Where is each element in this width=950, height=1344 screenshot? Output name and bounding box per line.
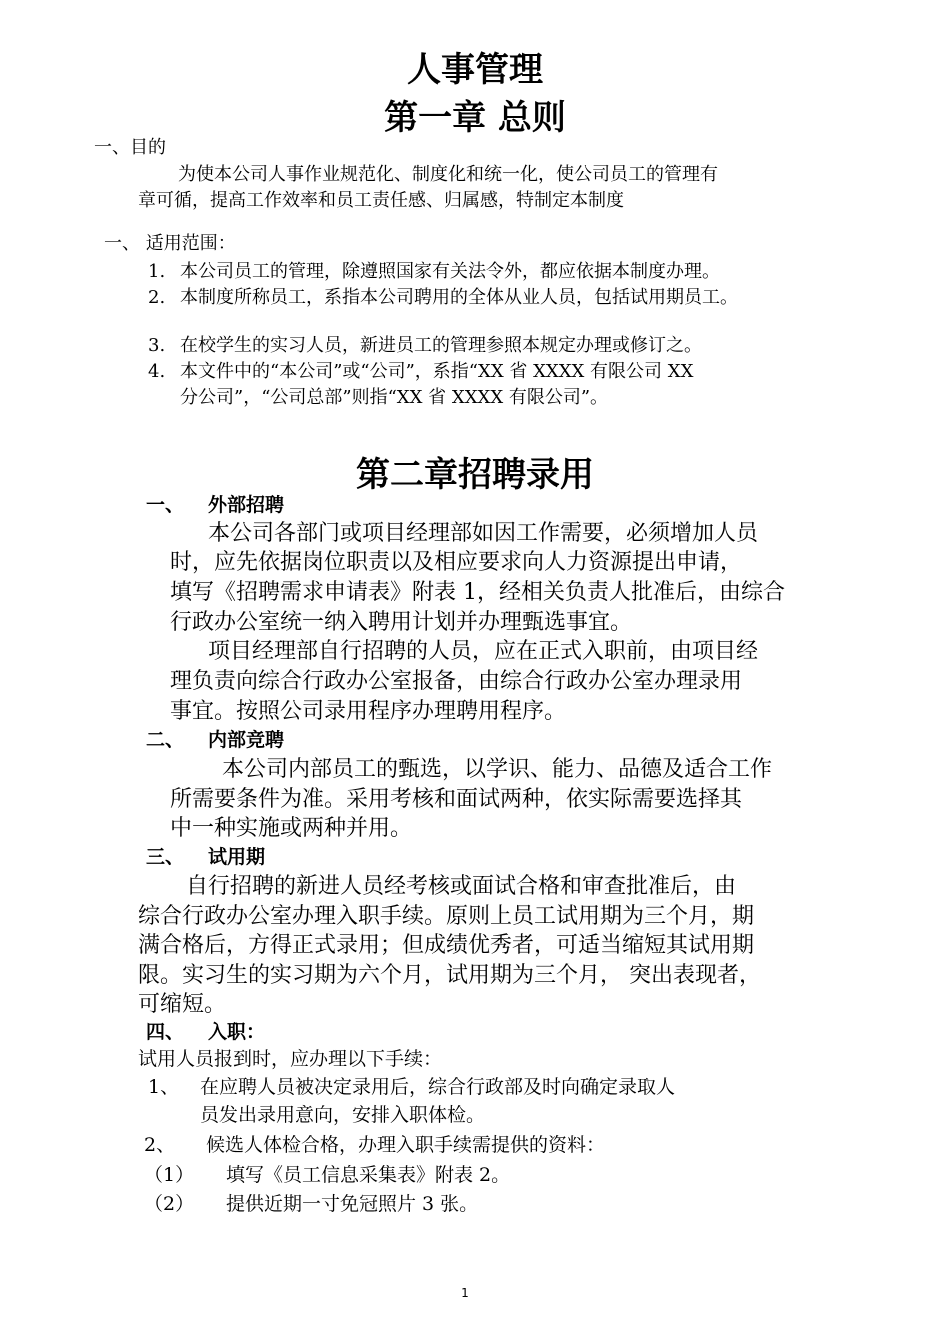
section-scope-heading: 一、 适用范围： (104, 233, 236, 254)
onboarding-item-number: 1、 (148, 1076, 180, 1098)
page-number: 1 (461, 1286, 469, 1300)
paragraph-line: 事宜。按照公司录用程序办理聘用程序。 (170, 699, 567, 724)
section-probation-number: 三、 (146, 846, 185, 868)
section-external-recruit-number: 一、 (146, 494, 185, 516)
scope-item-number: 2. (148, 287, 166, 308)
onboarding-subitem-text: 填写《员工信息采集表》附表 2。 (226, 1164, 511, 1186)
onboarding-item-text: 候选人体检合格，办理入职手续需提供的资料： (206, 1134, 606, 1156)
onboarding-item-text: 员发出录用意向，安排入职体检。 (200, 1104, 486, 1126)
onboarding-item-text: 在应聘人员被决定录用后，综合行政部及时向确定录取人 (200, 1076, 676, 1098)
onboarding-item-number: 2、 (144, 1134, 176, 1156)
paragraph-line: 可缩短。 (138, 992, 227, 1017)
paragraph-line: 本公司内部员工的甄选，以学识、能力、品德及适合工作 (222, 757, 773, 782)
section-onboarding-heading: 入职： (208, 1021, 266, 1043)
scope-item-text: 本公司员工的管理，除遵照国家有关法令外，都应依据本制度办理。 (180, 261, 720, 282)
paragraph-line: 理负责向综合行政办公室报备，由综合行政办公室办理录用 (170, 669, 743, 694)
scope-item (148, 257, 720, 283)
paragraph-line: 填写《招聘需求申请表》附表 1，经相关负责人批准后，由综合 (170, 580, 785, 605)
scope-item-number: 3. (148, 335, 166, 356)
scope-item-text: 在校学生的实习人员，新进员工的管理参照本规定办理或修订之。 (180, 335, 702, 356)
section-internal-recruit-heading: 内部竞聘 (208, 729, 285, 751)
section-external-recruit-heading: 外部招聘 (208, 494, 285, 516)
paragraph-line: 本公司各部门或项目经理部如因工作需要，必须增加人员 (208, 521, 759, 546)
paragraph-line: 满合格后，方得正式录用；但成绩优秀者，可适当缩短其试用期 (138, 933, 755, 958)
scope-item-number: 4. (148, 361, 166, 382)
paragraph-line: 综合行政办公室办理入职手续。原则上员工试用期为三个月，期 (138, 904, 755, 929)
scope-item-number: 1. (148, 261, 166, 282)
section-purpose-heading: 一、目的 (94, 137, 166, 158)
scope-item (148, 357, 693, 383)
chapter2-title: 第二章招聘录用 (356, 455, 594, 495)
scope-item (148, 283, 738, 309)
scope-item-text: 本文件中的“本公司”或“公司”，系指“XX 省 XXXX 有限公司 XX (180, 361, 694, 382)
paragraph-line: 中一种实施或两种并用。 (170, 816, 413, 841)
paragraph-line: 所需要条件为准。采用考核和面试两种，依实际需要选择其 (170, 787, 743, 812)
onboarding-subitem-number: （2） (144, 1193, 195, 1215)
paragraph-line: 限。实习生的实习期为六个月，试用期为三个月， 突出表现者， (138, 963, 761, 988)
scope-item (148, 331, 702, 357)
paragraph-line: 项目经理部自行招聘的人员，应在正式入职前，由项目经 (208, 639, 759, 664)
document-title: 人事管理 (407, 50, 543, 90)
chapter1-title: 第一章 总则 (384, 98, 566, 138)
paragraph-line: 时，应先依据岗位职责以及相应要求向人力资源提出申请， (170, 550, 743, 575)
purpose-paragraph-line: 为使本公司人事作业规范化、制度化和统一化，使公司员工的管理有 (178, 164, 718, 185)
scope-item-continuation: 分公司”，“公司总部”则指“XX 省 XXXX 有限公司”。 (180, 387, 609, 408)
onboarding-subitem-text: 提供近期一寸免冠照片 3 张。 (226, 1193, 479, 1215)
section-internal-recruit-number: 二、 (146, 729, 185, 751)
paragraph-line: 行政办公室统一纳入聘用计划并办理甄选事宜。 (170, 610, 633, 635)
purpose-paragraph-line: 章可循，提高工作效率和员工责任感、归属感，特制定本制度 (138, 190, 624, 211)
onboarding-subitem-number: （1） (144, 1164, 195, 1186)
paragraph-line: 自行招聘的新进人员经考核或面试合格和审查批准后，由 (186, 874, 737, 899)
section-probation-heading: 试用期 (208, 846, 266, 868)
onboarding-intro: 试用人员报到时，应办理以下手续： (138, 1048, 443, 1070)
scope-item-text: 本制度所称员工，系指本公司聘用的全体从业人员，包括试用期员工。 (180, 287, 738, 308)
section-onboarding-number: 四、 (146, 1021, 185, 1043)
